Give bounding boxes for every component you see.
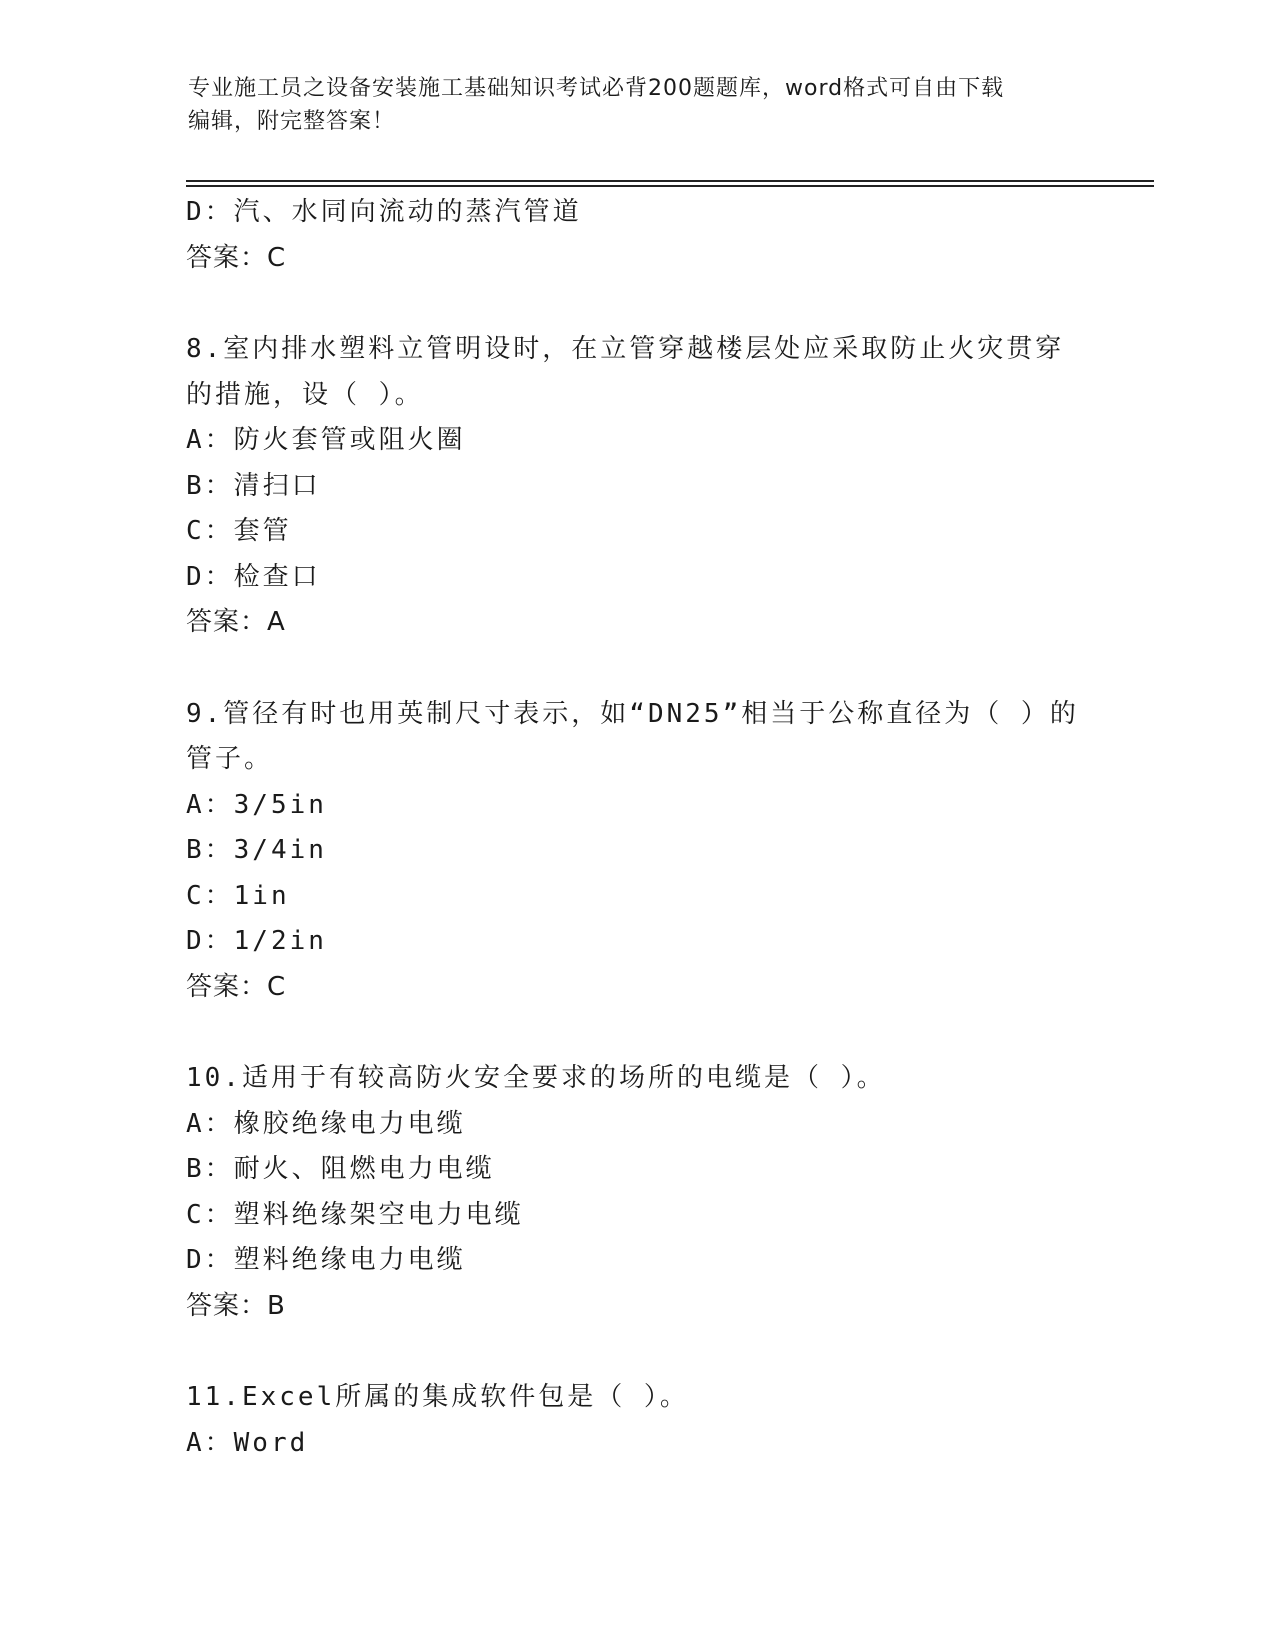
q8-option-c: C：套管: [186, 516, 292, 546]
question-7-tail: [186, 190, 1136, 281]
header-line-2: 编辑，附完整答案！: [188, 109, 396, 134]
q8-answer: 答案：A: [186, 607, 286, 637]
question-8: [186, 327, 1136, 646]
header-divider-bottom: [186, 185, 1154, 187]
q9-option-d: D：1/2in: [186, 926, 327, 956]
q11-stem-line-1: 11.Excel所属的集成软件包是（ ）。: [186, 1382, 689, 1412]
q10-option-d: D：塑料绝缘电力电缆: [186, 1245, 466, 1275]
q10-option-b: B：耐火、阻燃电力电缆: [186, 1154, 495, 1184]
q7-answer: 答案：C: [186, 242, 287, 273]
header-line-1: 专业施工员之设备安装施工基础知识考试必背200题题库，word格式可自由下载: [188, 76, 1005, 101]
question-11: [186, 1375, 1136, 1466]
q10-stem-line-1: 10.适用于有较高防火安全要求的场所的电缆是（ ）。: [186, 1063, 886, 1093]
document-header: [188, 72, 1088, 138]
q8-option-b: B：清扫口: [186, 470, 321, 501]
q9-option-b: B：3/4in: [186, 835, 327, 865]
q11-option-a: A：Word: [186, 1427, 309, 1458]
q9-option-c: C：1in: [186, 880, 290, 911]
q8-option-d: D：检查口: [186, 561, 321, 592]
question-9: [186, 692, 1136, 1011]
q9-option-a: A：3/5in: [186, 789, 327, 820]
q9-stem-line-2: 管子。: [186, 744, 274, 774]
q10-answer: 答案：B: [186, 1290, 286, 1321]
q8-stem-line-1: 8.室内排水塑料立管明设时，在立管穿越楼层处应采取防止火灾贯穿: [186, 334, 1065, 364]
q9-answer: 答案：C: [186, 971, 287, 1002]
header-divider-top: [186, 180, 1154, 182]
question-list: [186, 190, 1136, 1466]
q8-stem-line-2: 的措施，设（ ）。: [186, 379, 424, 410]
q8-option-a: A：防火套管或阻火圈: [186, 425, 466, 455]
q10-option-a: A：橡胶绝缘电力电缆: [186, 1108, 466, 1139]
q9-stem-line-1: 9.管径有时也用英制尺寸表示，如“DN25”相当于公称直径为（ ）的: [186, 698, 1079, 729]
q10-option-c: C：塑料绝缘架空电力电缆: [186, 1199, 524, 1230]
question-10: [186, 1056, 1136, 1329]
q7-option-d: D：汽、水同向流动的蒸汽管道: [186, 197, 582, 227]
